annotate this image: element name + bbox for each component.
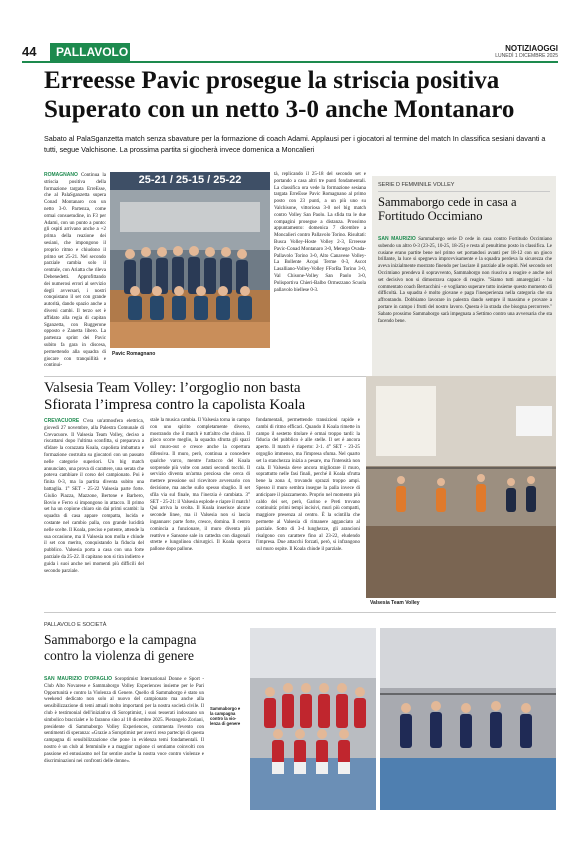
valsesia-column-3: fondamentali, permettendo transizioni rapide e cambi di ritmo efficaci. Quando il Koala rimette in campo il sestetto titolare è ormai troppo tardi: la fiducia del pubblico è alle stelle. Il set è ancora aperto. Il match è riaperto: 2-1. 4° SET - 23-25 orgoglio immenso, ma l'impresa sfuma. Nel quarto set la stanchezza inizia a pesare, ma l'intensità non cala. Il Valsesia deve ancora migliorare il muro, soprattutto nelle fasi finali, perché il Koala sfrutta bene la zona 4, trovando sprazzi troppo ampi. Spesso il muro sembra insegue la palla invece di anticipare il piazzamento. Proprio nel momento più caldo dei set, però, Garino e Preti trovano continuità: primi tempi incisivi, muri più compatti, maggiore presenza al centro. È la scintilla che permette al Valsesia di rimanere agganciato al parziale. Sotto di 3-4 lunghezze, gli arancioni risalgono con carattere fino al 23-22, eludendo l'impresa. Due attacchi forzati, però, si infrangono sul muro ospite. Il Koala chiude il parziale. — [256, 418, 360, 553]
paper-masthead — [495, 44, 558, 59]
side-tag: SERIE D FEMMINILE VOLLEY — [378, 182, 455, 188]
sammaborgo-caption-line2: la campagna — [210, 711, 236, 716]
sammaborgo-photo-left — [250, 628, 376, 810]
sammaborgo-photo-right-illustration — [380, 628, 556, 810]
main-kicker: ROMAGNANO — [44, 172, 78, 178]
page-number: 44 — [22, 44, 37, 59]
valsesia-photo-illustration — [366, 376, 556, 598]
sammaborgo-caption-line1: Sammaborgo e — [210, 706, 241, 711]
sammaborgo-photo-right — [380, 628, 556, 810]
valsesia-kicker: CREVACUORE — [44, 418, 80, 424]
sammaborgo-photo-left-illustration — [250, 628, 376, 810]
main-headline-line1: Erreesse Pavic prosegue la striscia positiva — [44, 67, 500, 94]
sammaborgo-tag: PALLAVOLO E SOCIETÀ — [44, 622, 107, 628]
main-column-1 — [44, 172, 106, 369]
side-headline: Sammaborgo cede in casa a Fortitudo Occimiano — [378, 195, 517, 223]
sammaborgo-kicker: SAN MAURIZIO D'OPAGLIO — [44, 676, 113, 682]
issue-date: LUNEDÌ 1 DICEMBRE 2025 — [495, 53, 558, 59]
side-rule — [378, 191, 550, 192]
valsesia-column-2: stale la musica cambia. Il Valsesia torna in campo con uno spirito completamente diverso, mostrando che il match è tutt'altro che chiuso. Il gioco scorre meglio, la squadra sfrutta gli spazi sul muro-out e cresce anche la copertura difensiva. Il muro, però, continua a concedere qualche varco, mentre l'attacco del Koala sorprende più volte con astuti secondi tocchi. Il servizio diventa un'arma preziosa che cerca di mettere pressione sul ricevitore avversario con decisione, ma anche sullo spesso sbaglio. Il set sfila via sul finale, ma l'inerzia è cambiata. 3° SET - 25-21: il Valsesia esplode e riapre il match! Qui arriva la svolta. Il Koala inserisce alcune seconde linee, ma il Valsesia non si lascia ingannare: parte forte, cresce, domina. Il centro comincia a funzionare, il muro diventa più reattivo e Sansone sale in cattedra con diagonali strette e lungolinea chirurgici. Il Koala sporca pallone dopo pallone. — [150, 418, 250, 553]
sammaborgo-headline-line2: contro la violenza di genere — [44, 648, 194, 663]
section-badge — [50, 43, 130, 61]
section-divider-2 — [44, 612, 556, 613]
main-headline-line2: Superato con un netto 3-0 anche Montanaro — [44, 96, 515, 123]
valsesia-photo — [366, 376, 556, 598]
sammaborgo-caption-line4: lenza di genere — [210, 721, 241, 726]
sammaborgo-headline-line1: Sammaborgo e la campagna — [44, 632, 197, 647]
score-overlay: 25-21 / 25-15 / 25-22 — [138, 174, 242, 186]
main-subtitle: Sabato al PalaSganzetta match senza sbavature per la formazione di coach Adami. Applausi per i giocatori al termine del match In classifica sesiani davanti a tutti, segue Valchisone. La prossima partita si giocherà invece domenica a Moncalieri — [44, 134, 546, 154]
valsesia-headline-line1: Valsesia Team Volley: l’orgoglio non basta — [44, 380, 301, 396]
main-column-2: tà, replicando il 25-18 del secondo set e portando a casa altri tre punti fondamentali. La classifica ora vede la formazione sesiana targata ErreEsse Pavic Romagnano al primo posto con 23 punti, a un più uno su Valchisone, vittoriosa 3-0 nel big match contro Volley San Paolo. La sfida tra le due compagini prosegue a distanza. Prossimo appuntamento: domenica 7 dicembre a Moncalieri contro Pallavolo Torino. Risultati: Busca Volley-Hoste Volley 2-3, Erreesse Pavic-Conad Montanaro 3-0, Menego Ovada-Pallavolo Torino 3-0, Alto Canavese Volley-La Bollente Acqui Terme 0-3, Ascot Lasalliano-Volley-Volley FForBa Torino 3-0, Val Chisone-Volley San Paolo 3-0, Polisportiva Chieri-Balbo Ormezzano Scuola pallavolo biellese 0-3. — [274, 172, 366, 293]
valsesia-column-1 — [44, 418, 144, 608]
paper-name: NOTIZIAOGGI — [505, 44, 558, 53]
side-body-text: Sammaborgo serie D cede in casa contro Fortitudo Occimiano subendo un altro 0-3 (23-25, 10-25, 18-25) e resta al penultimo posto in classifica. Le cusiane erano partite bene nel primo set portandosi avanti per 18-12 con un gioco brillante, la luce si spegneva improvvisamente e la squadra perdeva la sicurezza che aveva inizialmente mostrato finendo per lasciare il parziale alle ospiti. Nel secondo set Occimiano prendeva il sopravvento, Sammaborgo non riusciva a reagire e anche nel set decisivo non si dimostrava capace di reagire. "Siamo tutti amareggiati - ha commentato coach Bertacchini - e vogliamo superare tutto insieme questo momento di difficoltà. La squadra è molto giovane e paga l'inesperienza nella categoria che sta affrontando. Dobbiamo lavorare in palestra dando sempre il massimo e provare a portare in campo i frutti del nostro lavoro. Questa è la strada che bisogna percorrere." Sabato prossimo Sammaborgo sarà impegnata a Settimo contro una avversaria che sta facendo bene. — [378, 237, 552, 324]
header-rule — [22, 61, 558, 63]
team-photo-illustration — [110, 172, 270, 348]
sammaborgo-headline — [44, 632, 204, 664]
valsesia-photo-caption: Valsesia Team Volley — [370, 600, 420, 606]
valsesia-headline-line2: Sfiorata l’impresa contro la capolista Koala — [44, 397, 306, 413]
team-photo-caption: Pavic Romagnano — [112, 351, 156, 357]
side-body — [378, 236, 552, 374]
team-photo — [110, 172, 270, 348]
section-label: PALLAVOLO — [56, 45, 129, 59]
main-headline — [44, 66, 554, 124]
side-kicker: SAN MAURIZIO — [378, 236, 416, 242]
valsesia-headline — [44, 380, 344, 414]
main-body-1: Continua la striscia positiva della formazione targata ErreEsse, che al PalaSganzetta supera Conad Montanaro con un netto 3-0. Partenza, come ormai consuetudine, in F3 per Adami, con un punto a punto: gli ospiti arrivano anche a +2 prima della reazione dei sesiani, che impongono il proprio ritmo e chiudono il primo set 25-21. Nel secondo parziale cambia solo il centrale, con Ariatta che rileva Debenedetti. Approfittando dei numerosi errori al servizio degli avversari, i nostri conquistano il set con grande autorità, dando spazio anche a diversi cambi. Il terzo set è affidato alla regia di capitan Sganzetta, con Ruggerone opposto e Zanetta libero. La partenza sprint dei Pavic subito fa gara in discesa, permettendo alla squadra di giocare con tranquillità e continui- — [44, 173, 106, 369]
sammaborgo-body-text: Soroptimist International Donne e Sport - Club Alto Novarese e Sammaborgo Volley Experiences insieme per le Pari Opportunità e contro la Violenza di Genere. Quello di Sammaborgo è stato un weekend dedicato non solo al nuovo del campionato ma anche alla sensibilizzazione di temi attuali molto importanti per la nostra società civile. Il club è testimonial dell'iniziativa di Soroptimist, i suoi tesserati indossano un simbolico braccialet e lo faranno sino al 10 dicembre 2025. Pierangelo Zoriani, presidente di Sammaborgo Volley Experiences, commenta l'evento con sentimenti di speranza: «Grazie a Soroptimist per averci reso partecipi di questa campagna di sensibilizzazione che pone in evidenza temi fondamentali. Il nostro è un club al femminile e a maggior ragione ci sentiamo coinvolti con passione ed entusiasmo nel far sentire anche la nostra voce contro violenze e discriminazioni nei confronti delle donne». — [44, 677, 205, 764]
sammaborgo-caption-line3: contro la vio- — [210, 716, 237, 721]
valsesia-body-1: C'era un'atmosfera elettrica, giovedì 27 novembre, alla Palestra Comunale di Crevacuore. Il Valsesia Team Volley, deciso a riscattarsi dopo l'ultima sconfitta, si preparava a sfidare la corazzata Koala, capolista imbattuta e formazione costruita su giocatori con un passato nelle categorie superiori. Un big match annunciato, una prova di carattere, una serata che poteva cambiare il corso del campionato. Poi è finita 0-3, ma la partita diventa subito una battaglia. 1° SET - 25-22 Valsesia parte forte. Giulio Piazza, Mazzone, Bertone e Barbero, Bovio e Ferro si impongono in attacco. Il primo set ha un copione chiaro sin dai primi scambi: la squadra di casa appare compatta, lucida e costante nel cambio palla, con grande lucidità nelle scelte. Il Koala, preciso e potente, attende la sua occasione, ma il Valsesia non molla e chiude il set con merito, conquistando la fiducia del pubblico. Valsesia porta a casa con una forte parziale da 25-22. Il capitano non si tira indietro e guida i suoi anche nei momenti più difficili del secondo parziale. — [44, 419, 144, 574]
sammaborgo-photo-caption — [210, 706, 248, 726]
sammaborgo-body — [44, 676, 204, 810]
